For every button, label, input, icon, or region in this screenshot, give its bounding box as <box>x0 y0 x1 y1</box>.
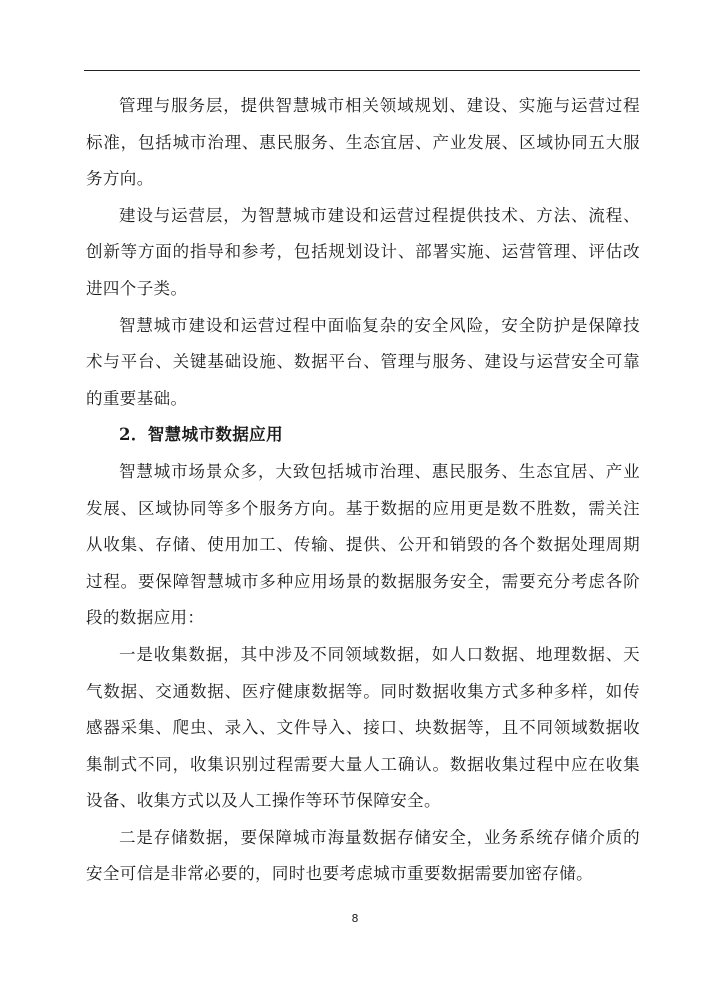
page-body <box>86 88 640 893</box>
paragraph-data-application-intro: 智慧城市场景众多，大致包括城市治理、惠民服务、生态宜居、产业发展、区域协同等多个服务方向。基于数据的应用更是数不胜数，需关注从收集、存储、使用加工、传输、提供、公开和销毁的各个数据处理周期过程。要保障智慧城市多种应用场景的数据服务安全，需要充分考虑各阶段的数据应用： <box>86 461 640 628</box>
header-rule <box>84 70 640 71</box>
paragraph-data-storage: 二是存储数据，要保障城市海量数据存储安全，业务系统存储介质的安全可信是非常必要的，同时也要考虑城市重要数据需要加密存储。 <box>86 827 640 884</box>
page-number: 8 <box>351 912 359 925</box>
section-heading: 2．智慧城市数据应用 <box>119 425 283 445</box>
paragraph-management-service-layer: 管理与服务层，提供智慧城市相关领域规划、建设、实施与运营过程标准，包括城市治理、惠民服务、生态宜居、产业发展、区域协同五大服务方向。 <box>86 96 640 189</box>
paragraph-data-collection: 一是收集数据，其中涉及不同领域数据，如人口数据、地理数据、天气数据、交通数据、医疗健康数据等。同时数据收集方式多种多样，如传感器采集、爬虫、录入、文件导入、接口、块数据等，且不同领域数据收集制式不同，收集识别过程需要大量人工确认。数据收集过程中应在收集设备、收集方式以及人工操作等环节保障安全。 <box>86 644 640 811</box>
paragraph-security-protection: 智慧城市建设和运营过程中面临复杂的安全风险，安全防护是保障技术与平台、关键基础设施、数据平台、管理与服务、建设与运营安全可靠的重要基础。 <box>86 315 640 408</box>
paragraph-construction-operation-layer: 建设与运营层，为智慧城市建设和运营过程提供技术、方法、流程、创新等方面的指导和参考，包括规划设计、部署实施、运营管理、评估改进四个子类。 <box>86 205 640 298</box>
